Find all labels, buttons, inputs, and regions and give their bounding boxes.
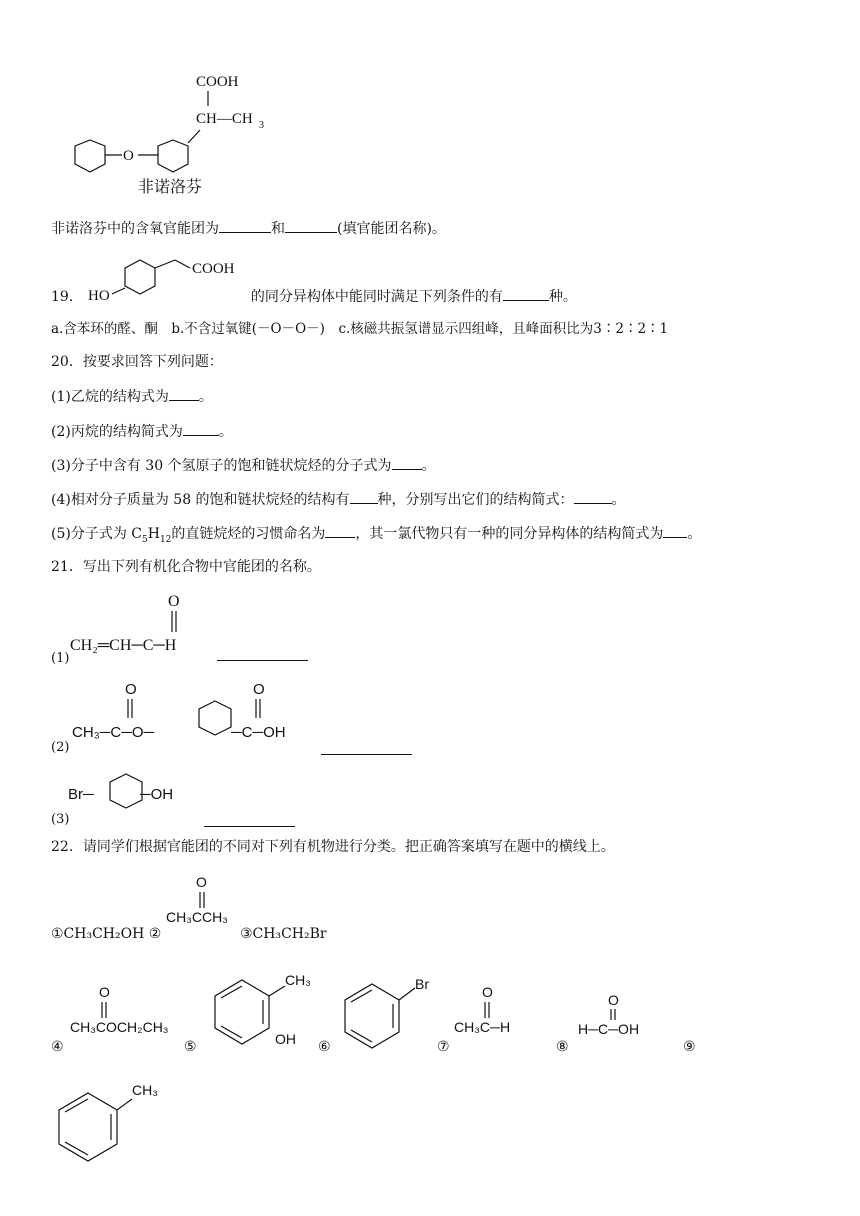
q22-item8-label: ⑧ (556, 1039, 569, 1055)
answer-blank[interactable] (574, 490, 612, 504)
answer-blank[interactable] (169, 387, 199, 401)
svg-text:O: O (168, 593, 180, 610)
q21-label-3: (3) (51, 812, 70, 827)
q20-title: 20．按要求回答下列问题： (51, 354, 223, 370)
q20-part5: (5)分子式为 $C_5H_{12}$的直链烷烃的习惯命名为 ，其一氯代物只有一种的同分异构体的结构简式为 。 (51, 526, 702, 545)
svg-text:O: O (196, 874, 207, 890)
fenofen-structure (60, 68, 290, 198)
answer-blank[interactable] (285, 219, 337, 233)
q22-item4-label: ④ (51, 1039, 64, 1055)
fenofen-ch: CH—CH (196, 111, 253, 127)
answer-blank[interactable] (663, 524, 687, 538)
svg-text:CH₃─C─O─: CH₃─C─O─ (72, 724, 155, 741)
svg-text:CH₃: CH₃ (285, 972, 311, 988)
q20-part1: (1)乙烷的结构式为 。 (51, 389, 213, 405)
answer-blank[interactable] (204, 813, 295, 827)
q21-title: 21．写出下列有机化合物中官能团的名称。 (51, 559, 321, 575)
q22-item5-label: ⑤ (184, 1039, 197, 1055)
svg-text:O: O (125, 681, 137, 698)
svg-text:CH₃: CH₃ (132, 1082, 158, 1098)
q22-item9 (48, 1075, 178, 1175)
q22-item5 (205, 968, 315, 1058)
answer-blank[interactable] (503, 287, 549, 301)
q20-part2: (2)丙烷的结构简式为 。 (51, 424, 233, 440)
q20-part3: (3)分子中含有 30 个氢原子的饱和链状烷烃的分子式为 。 (51, 458, 436, 474)
fenofen-question: 非诺洛芬中的含氧官能团为 和 (填官能团名称)。 (51, 221, 446, 237)
fenofen-caption: 非诺洛芬 (138, 179, 203, 196)
q22-item3: ③CH₃CH₂Br (240, 926, 327, 942)
q21-label-2: (2) (51, 740, 70, 755)
answer-blank[interactable] (392, 456, 422, 470)
fenofen-o: O (123, 148, 134, 164)
svg-text:CH₃COCH₂CH₃: CH₃COCH₂CH₃ (70, 1019, 169, 1035)
answer-blank[interactable] (219, 219, 271, 233)
q19-question: 19． 的同分异构体中能同时满足下列条件的有 种。 (51, 289, 577, 305)
q22-item6-label: ⑥ (318, 1039, 331, 1055)
q22-item9-label: ⑨ (683, 1039, 696, 1055)
q21-label-1: (1) (51, 651, 70, 666)
svg-text:O: O (608, 992, 619, 1008)
svg-text:HO: HO (88, 288, 110, 304)
q22-item7-label: ⑦ (437, 1039, 450, 1055)
svg-text:Br─: Br─ (68, 786, 94, 803)
q22-title: 22．请同学们根据官能团的不同对下列有机物进行分类。把正确答案填写在题中的横线上。 (51, 839, 615, 855)
q20-part4: (4)相对分子质量为 58 的饱和链状烷烃的结构有 种，分别写出它们的结构简式： 。 (51, 492, 626, 508)
q21-structure-2 (70, 678, 320, 748)
svg-text:H─C─OH: H─C─OH (578, 1021, 640, 1037)
svg-text:Br: Br (415, 976, 429, 992)
svg-text:O: O (482, 984, 493, 1000)
q22-item7 (452, 982, 552, 1042)
q19-conditions: a.含苯环的醛、酮 b.不含过氧键(－O－O－) c.核磁共振氢谱显示四组峰，且峰面积比为3∶2∶2∶1 (51, 321, 669, 337)
svg-text:─OH: ─OH (140, 786, 174, 803)
q21-structure-3 (66, 766, 216, 826)
q22-item2 (164, 872, 244, 932)
svg-text:COOH: COOH (192, 261, 235, 277)
answer-blank[interactable] (321, 741, 412, 755)
q22-row1: ①CH₃CH₂OH ② (51, 926, 162, 942)
answer-blank[interactable] (217, 647, 308, 661)
svg-text:CH₂═CH─C─H: CH₂═CH─C─H (70, 637, 177, 654)
answer-blank[interactable] (350, 490, 378, 504)
q22-item6 (335, 970, 445, 1055)
svg-text:O: O (253, 681, 265, 698)
fenofen-cooh: COOH (196, 74, 239, 90)
svg-text:CH₃C─H: CH₃C─H (454, 1019, 511, 1035)
svg-text:CH₃CCH₃: CH₃CCH₃ (166, 909, 228, 925)
svg-text:OH: OH (275, 1031, 296, 1047)
svg-text:O: O (99, 984, 110, 1000)
answer-blank[interactable] (183, 422, 219, 436)
svg-text:3: 3 (259, 120, 264, 131)
svg-text:─C─OH: ─C─OH (231, 724, 286, 741)
q21-structure-1 (68, 590, 228, 660)
q22-item8 (576, 990, 676, 1040)
q22-item4 (68, 982, 188, 1042)
answer-blank[interactable] (325, 524, 355, 538)
